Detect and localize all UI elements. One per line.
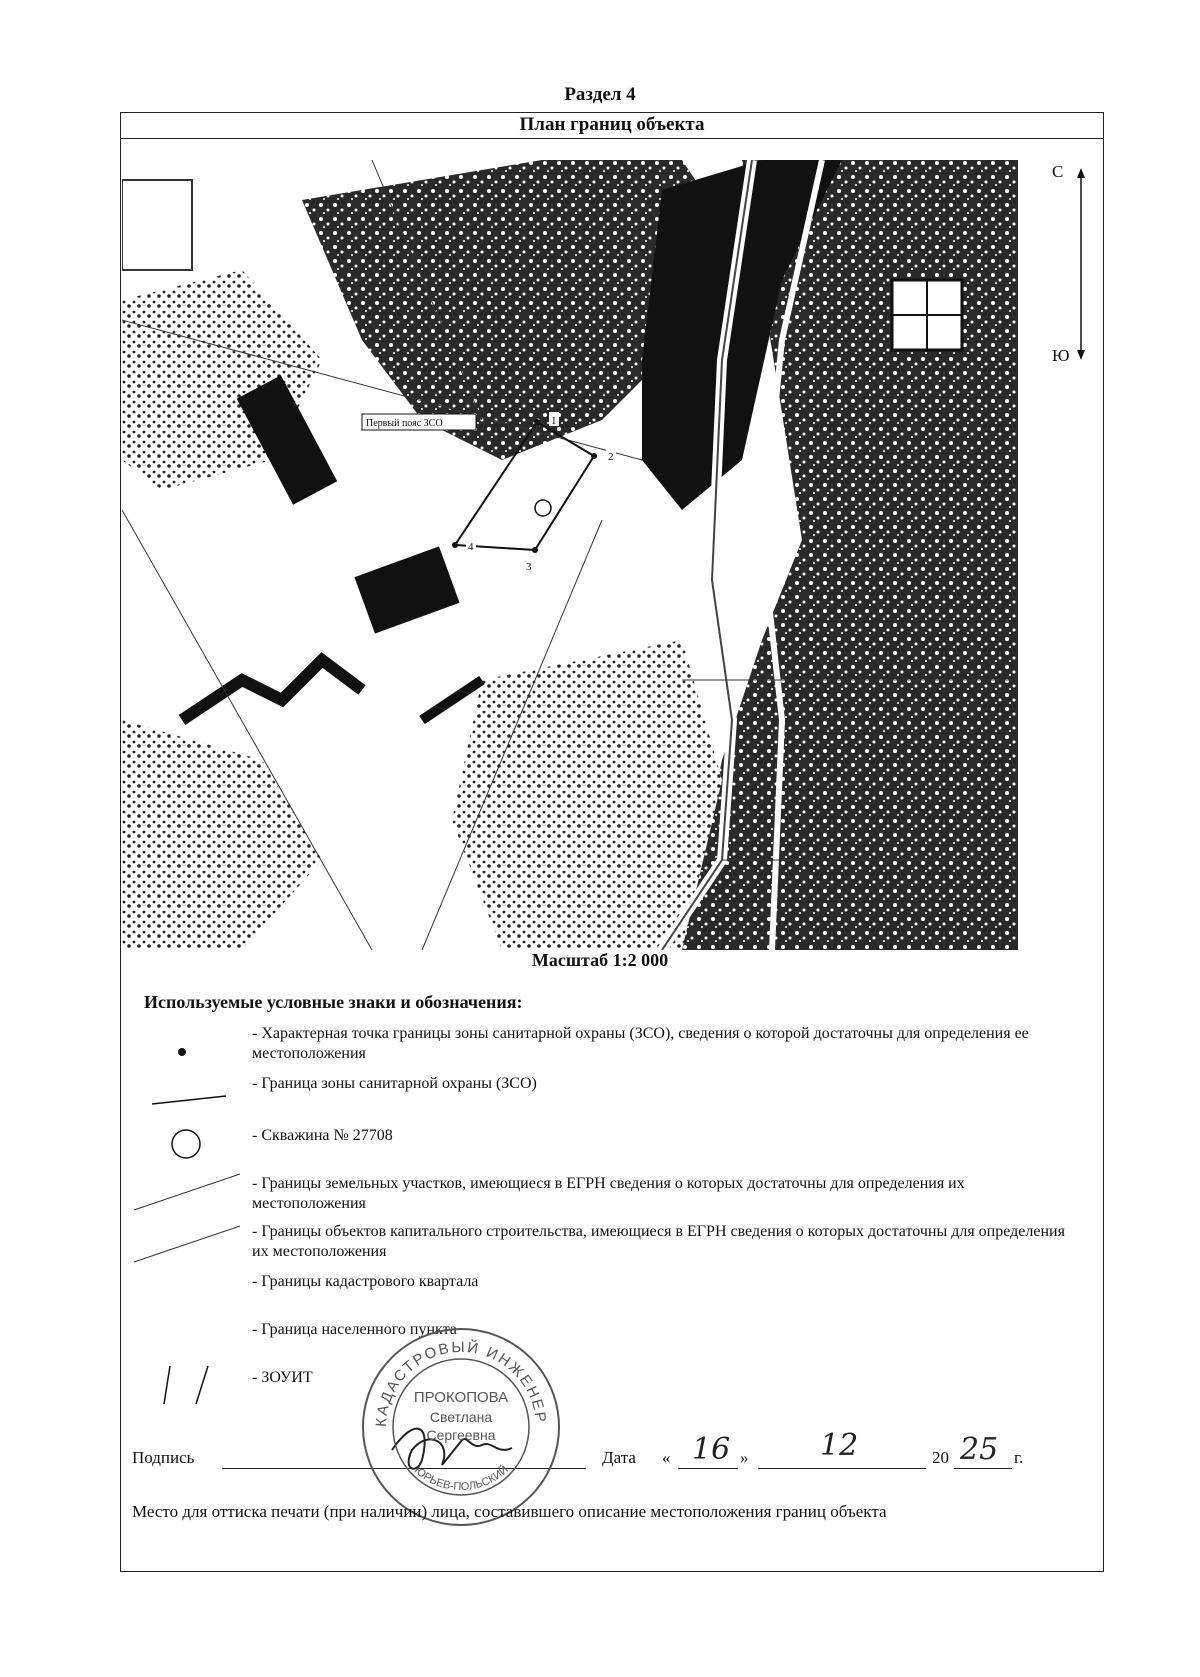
dot-icon <box>130 1038 250 1062</box>
legend-item-2: - Граница зоны санитарной охраны (ЗСО) <box>252 1075 537 1092</box>
date-month-value: 12 <box>820 1428 859 1463</box>
date-year-value: 25 <box>960 1432 999 1467</box>
north-arrow-icon <box>1074 166 1088 362</box>
point-label-3: 3 <box>526 561 532 573</box>
stamp-note: Место для оттиска печати (при наличии) лица, составившего описание местоположения границ объекта <box>132 1502 887 1521</box>
legend-item-7: - Граница населенного пункта <box>252 1321 457 1338</box>
frame-title: План границ объекта <box>121 112 1103 139</box>
section-title: Раздел 4 <box>564 84 636 105</box>
stamp-ring-text: КАДАСТРОВЫЙ ИНЖЕНЕР <box>372 1338 550 1428</box>
legend-item-5: - Границы объектов капитального строительства, имеющиеся в ЕГРН сведения о которых достаточны для определения их местоположения <box>252 1223 1065 1260</box>
thin-line-icon <box>130 1170 250 1214</box>
zone-label: Первый пояс ЗСО <box>366 418 443 429</box>
date-year-suffix: г. <box>1014 1448 1024 1467</box>
point-label-4: 4 <box>468 541 474 553</box>
circle-icon <box>130 1124 250 1164</box>
date-day-value: 16 <box>692 1432 731 1467</box>
map-image <box>122 160 1018 950</box>
compass-south-label: Ю <box>1052 346 1070 365</box>
legend-item-3: - Скважина № 27708 <box>252 1127 393 1144</box>
legend-item-4: - Границы земельных участков, имеющиеся в ЕГРН сведения о которых достаточны для определения их местоположения <box>252 1175 965 1212</box>
date-day-line[interactable] <box>678 1468 738 1469</box>
point-label-1: 1 <box>551 415 557 427</box>
point-1-dot <box>534 419 540 425</box>
stamp-line-1: ПРОКОПОВА <box>413 1389 509 1406</box>
legend-item-8: - ЗОУИТ <box>252 1369 313 1386</box>
date-quote-close: » <box>740 1448 749 1467</box>
legend-item-1: - Характерная точка границы зоны санитарной охраны (ЗСО), сведения о которой достаточны для определения ее местоположения <box>252 1025 1029 1062</box>
solid-line-icon <box>130 1084 250 1108</box>
stamp-line-2: Светлана <box>429 1409 493 1425</box>
boundary-map <box>122 160 1018 950</box>
map-scale: Масштаб 1:2 000 <box>531 950 669 970</box>
svg-text:ЮРЬЕВ-ПОЛЬСКИЙ <box>412 1463 511 1493</box>
seal-stamp <box>356 1322 566 1532</box>
point-3-dot <box>532 547 538 553</box>
date-year-line[interactable] <box>954 1468 1012 1469</box>
stamp-line-3: Сергеевна <box>426 1427 496 1443</box>
stamp-bottom-text: ЮРЬЕВ-ПОЛЬСКИЙ <box>411 1463 511 1494</box>
point-2-dot <box>591 453 597 459</box>
hatch-icon <box>130 1362 250 1406</box>
thin-line-icon <box>130 1222 250 1266</box>
point-4-dot <box>452 542 458 548</box>
date-quote-open: « <box>662 1448 671 1467</box>
legend-item-6: - Границы кадастрового квартала <box>252 1273 479 1290</box>
point-label-2: 2 <box>608 451 614 463</box>
date-century: 20 <box>932 1448 949 1467</box>
signature-label: Подпись <box>132 1448 195 1467</box>
legend-title: Используемые условные знаки и обозначения: <box>144 992 523 1012</box>
date-label: Дата <box>602 1448 636 1467</box>
well-marker <box>535 500 551 516</box>
compass-north-label: С <box>1052 162 1064 181</box>
date-month-line[interactable] <box>758 1468 926 1469</box>
